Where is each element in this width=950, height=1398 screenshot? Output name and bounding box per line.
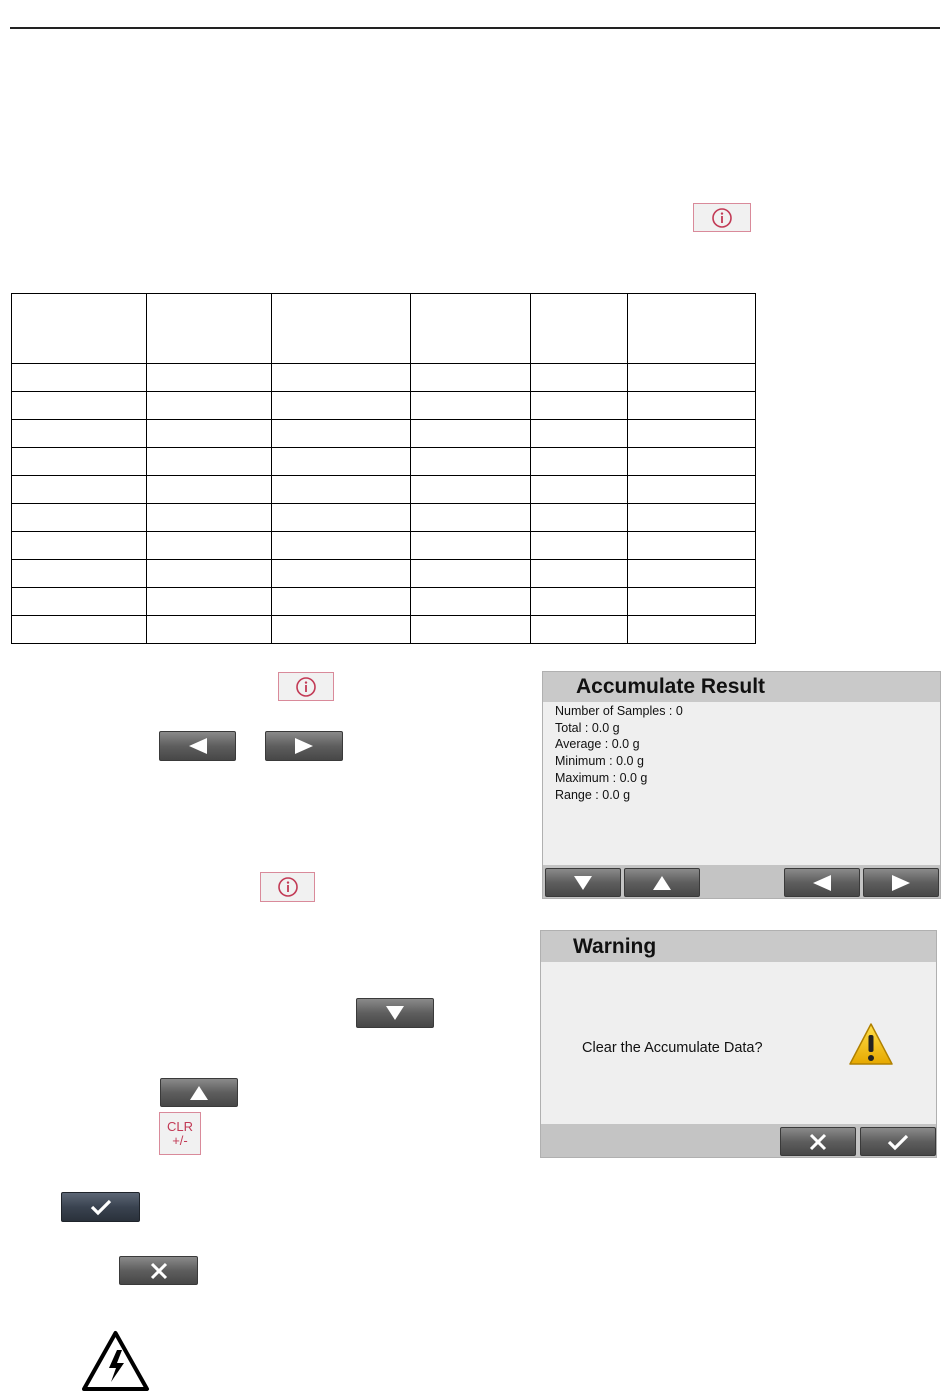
warning-title: Warning [573, 935, 657, 958]
info-key[interactable] [693, 203, 751, 232]
down-arrow-key[interactable] [356, 998, 434, 1028]
info-key-3[interactable] [260, 872, 315, 902]
clr-key[interactable] [159, 1112, 201, 1155]
clr-label: CLR [166, 1118, 193, 1134]
warning-cancel-key[interactable] [780, 1127, 856, 1156]
warning-accept-key[interactable] [860, 1127, 936, 1156]
warning-screen [540, 930, 937, 1158]
top-rule [10, 27, 940, 29]
result-lines [555, 703, 683, 803]
warning-icon [848, 1021, 894, 1067]
table-row [12, 476, 756, 504]
table-row [12, 364, 756, 392]
check-icon [886, 1133, 910, 1151]
arrow-up-icon [188, 1084, 210, 1102]
arrow-down-icon [572, 874, 594, 892]
info-icon [277, 876, 299, 898]
result-line-samples: Number of Samples : 0 [555, 704, 683, 718]
table-row [12, 392, 756, 420]
close-icon [808, 1133, 828, 1151]
table-row [12, 588, 756, 616]
clr-sign-label: +/- [172, 1132, 188, 1148]
electric-hazard-icon [81, 1330, 150, 1392]
screen-down-key[interactable] [545, 868, 621, 897]
data-table [11, 293, 756, 644]
info-icon [711, 207, 733, 229]
screen-left-key[interactable] [784, 868, 860, 897]
result-line-average: Average : 0.0 g [555, 737, 640, 752]
info-icon [295, 676, 317, 698]
table-row [12, 560, 756, 588]
result-line-minimum: Minimum : 0.0 g [555, 754, 644, 769]
accumulate-result-screen [542, 671, 941, 899]
result-line-range: Range : 0.0 g [555, 787, 631, 802]
close-icon [149, 1262, 169, 1280]
screen-right-key[interactable] [863, 868, 939, 897]
cancel-key[interactable] [119, 1256, 198, 1285]
result-line-total: Total : 0.0 g [555, 720, 620, 735]
warning-message: Clear the Accumulate Data? [582, 1040, 763, 1056]
accept-key[interactable] [61, 1192, 140, 1222]
arrow-up-icon [651, 874, 673, 892]
result-line-maximum: Maximum : 0.0 g [555, 770, 648, 785]
left-arrow-key[interactable] [159, 731, 236, 761]
table-row [12, 448, 756, 476]
table-row [12, 532, 756, 560]
check-icon [89, 1198, 113, 1216]
arrow-right-icon [890, 874, 912, 892]
arrow-right-icon [293, 737, 315, 755]
table-row [12, 420, 756, 448]
table-header-row [12, 294, 756, 364]
up-arrow-key[interactable] [160, 1078, 238, 1107]
arrow-left-icon [187, 737, 209, 755]
table-row [12, 616, 756, 644]
screen-up-key[interactable] [624, 868, 700, 897]
info-key-2[interactable] [278, 672, 334, 701]
arrow-down-icon [384, 1004, 406, 1022]
accumulate-result-title: Accumulate Result [576, 675, 766, 698]
right-arrow-key[interactable] [265, 731, 343, 761]
table-row [12, 504, 756, 532]
arrow-left-icon [811, 874, 833, 892]
